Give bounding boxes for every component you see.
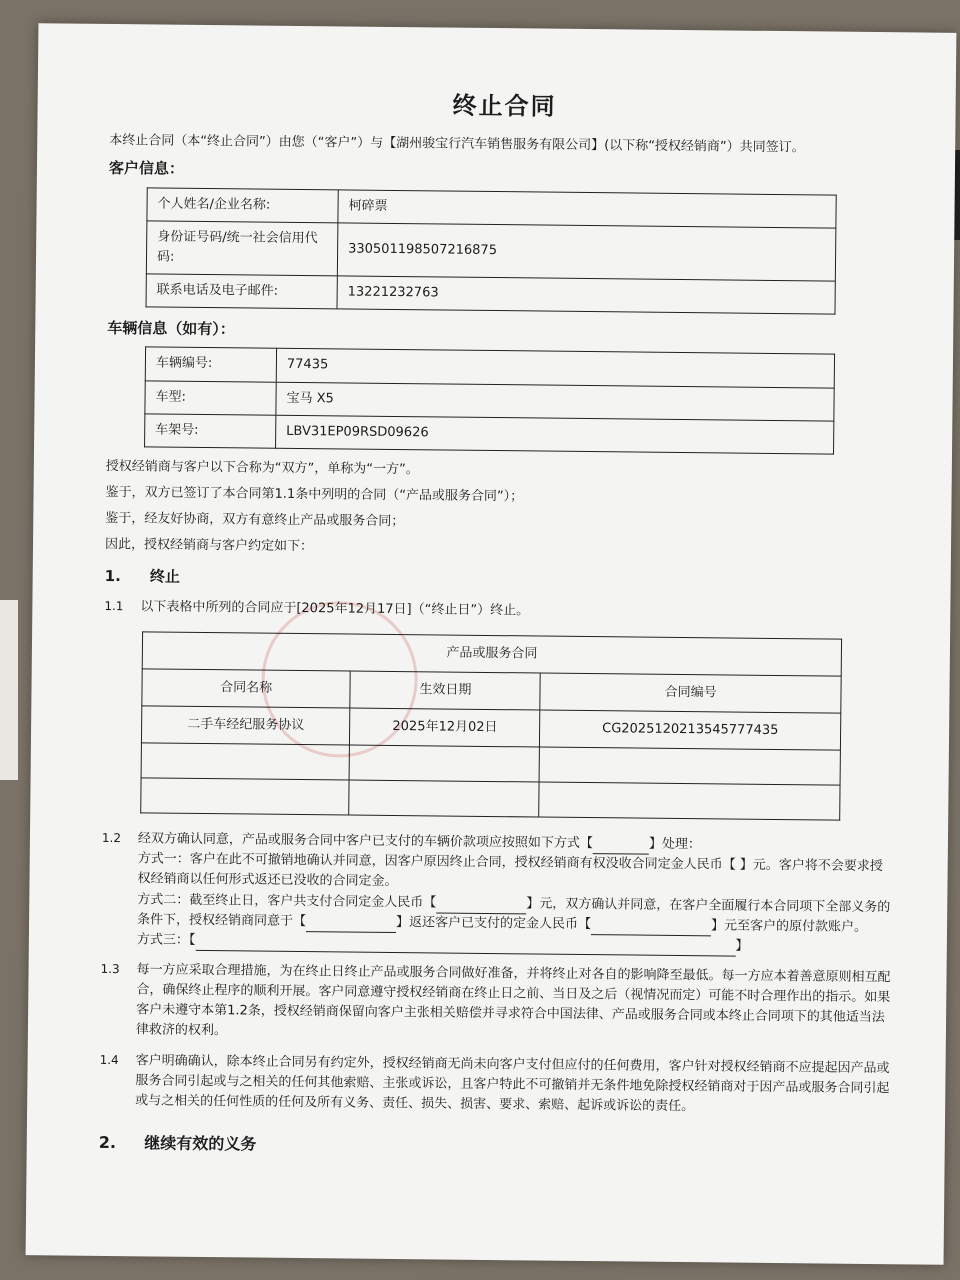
- header-contract-name: 合同名称: [142, 669, 351, 708]
- clause-1-2-intro: 经双方确认同意，产品或服务合同中客户已支付的车辆价款项应按照如下方式【: [137, 831, 594, 852]
- customer-contact-value: 13221232763: [337, 276, 835, 314]
- method-2-part-c: 】返还客户已支付的定金人民币【: [396, 914, 592, 932]
- clause-number: 1.1: [104, 598, 124, 613]
- blank-field: [591, 920, 711, 936]
- cell-empty: [539, 747, 840, 785]
- method-2-part-a: 方式二：截至终止日，客户共支付合同定金人民币【: [137, 891, 437, 911]
- whereas-1: 鉴于，双方已签订了本合同第1.1条中列明的合同（“产品或服务合同”）；: [105, 484, 524, 505]
- cell-contract-name: 二手车经纪服务协议: [141, 706, 350, 745]
- vehicle-number-value: 77435: [276, 349, 834, 388]
- method-2-part-d: 】元至客户的原付款账户。: [711, 918, 868, 935]
- clause-number: 1.2: [101, 831, 122, 846]
- section-1-number: 1.: [104, 567, 121, 586]
- vehicle-info-table: [144, 347, 835, 455]
- table-row: [146, 221, 836, 281]
- section-2-number: 2.: [98, 1132, 117, 1153]
- customer-contact-label: 联系电话及电子邮件:: [146, 274, 337, 309]
- clause-1-2-intro-end: 】处理：: [648, 836, 702, 853]
- parties-definition: 授权经销商与客户以下合称为“双方”，单称为“一方”。: [105, 458, 419, 478]
- customer-info-table: [146, 187, 837, 315]
- clause-number: 1.4: [99, 1052, 119, 1067]
- blank-field: [593, 839, 649, 855]
- section-2-title: 继续有效的义务: [144, 1133, 257, 1154]
- table-row: [146, 274, 835, 314]
- customer-name-label: 个人姓名/企业名称:: [147, 187, 338, 222]
- cell-empty: [539, 782, 840, 820]
- clause-number: 1.3: [100, 961, 120, 977]
- header-effective-date: 生效日期: [350, 671, 540, 710]
- vehicle-model-value: 宝马 X5: [276, 382, 834, 421]
- clause-1-4: [99, 1051, 890, 1120]
- intro-paragraph: 本终止合同（本“终止合同”）由您（“客户”）与【湖州骏宝行汽车销售服务有限公司】(以下称“授权经销商”）共同签订。: [109, 133, 805, 156]
- method-2-part-b: 】元，双方确认并同意，在客户全面履行本合同项下全部义务的条件下，授权经销商同意于【: [137, 895, 891, 929]
- clause-1-3: [100, 960, 891, 1049]
- method-3-label: 方式三：【: [136, 932, 196, 948]
- cell-effective-date: 2025年12月02日: [350, 708, 540, 747]
- cell-empty: [141, 778, 350, 815]
- cell-empty: [141, 743, 350, 780]
- clause-text: 每一方应采取合理措施，为在终止日终止产品或服务合同做好准备，并将终止对各自的影响降至最低。每一方应本着善意原则相互配合，确保终止程序的顺利开展。客户同意遵守授权经销商在终止日之前、当日及之后（视情况而定）可能不时合理作出的指示。如果客户未遵守本第1.2条，授权经销商保留向客户主张相关赔偿并寻求符合中国法律、产品或服务合同或本终止合同项下的其他适当法律救济的权利。: [135, 962, 891, 1039]
- vehicle-section-label: 车辆信息（如有）：: [107, 319, 235, 339]
- section-1-heading: [105, 565, 895, 597]
- table-title: 产品或服务合同: [142, 632, 841, 676]
- clause-1-1: [104, 597, 894, 625]
- cell-empty: [349, 780, 539, 817]
- header-contract-number: 合同编号: [540, 673, 841, 713]
- section-1-title: 终止: [149, 567, 181, 587]
- section-2-heading: [99, 1131, 889, 1164]
- clause-text: 以下表格中所列的合同应于[2025年12月17日]（“终止日”）终止。: [140, 598, 530, 619]
- contract-paper: [26, 23, 957, 1265]
- customer-section-label: 客户信息：: [108, 159, 185, 179]
- clause-1-2: [101, 829, 892, 958]
- method-3-end: 】: [735, 938, 749, 954]
- vehicle-number-label: 车辆编号:: [145, 347, 276, 382]
- background-paper-edge: [0, 600, 18, 780]
- document-title: 终止合同: [452, 91, 557, 121]
- blank-field: [306, 917, 396, 933]
- table-row: [145, 414, 834, 454]
- document-content: [99, 84, 900, 1164]
- whereas-2: 鉴于，经友好协商，双方有意终止产品或服务合同；: [105, 511, 405, 530]
- customer-id-label: 身份证号码/统一社会信用代码:: [146, 221, 338, 276]
- blank-field: [436, 898, 526, 914]
- blank-field: [195, 936, 735, 957]
- cell-contract-number: CG2025120213545777435: [540, 710, 841, 750]
- customer-id-value: 330501198507216875: [337, 223, 836, 281]
- clause-text: 客户明确确认，除本终止合同另有约定外，授权经销商无尚未向客户支付但应付的任何费用，客户针对授权经销商不应提起因产品或服务合同引起或与之相关的任何其他索赔、主张或诉讼，且客户特此不可撤销并无条件地免除授权经销商对于因产品或服务合同引起或与之相关的任何性质的任何及所有义务、责任、损失、损害、要求、索赔、起诉或诉讼的责任。: [135, 1052, 890, 1115]
- customer-name-value: 柯碎票: [338, 189, 836, 227]
- vehicle-vin-value: LBV31EP09RSD09626: [276, 415, 834, 454]
- therefore-clause: 因此，授权经销商与客户约定如下：: [104, 537, 314, 555]
- cell-empty: [349, 745, 539, 782]
- table-row: [141, 778, 840, 820]
- contract-list-table: [140, 631, 842, 821]
- method-1: 方式一：客户在此不可撤销地确认并同意，因客户原因终止合同，授权经销商有权没收合同定金人民币【 】元。客户将不会要求授权经销商以任何形式返还已没收的合同定金。: [137, 851, 883, 890]
- vehicle-model-label: 车型:: [145, 380, 276, 415]
- vehicle-vin-label: 车架号:: [145, 414, 276, 449]
